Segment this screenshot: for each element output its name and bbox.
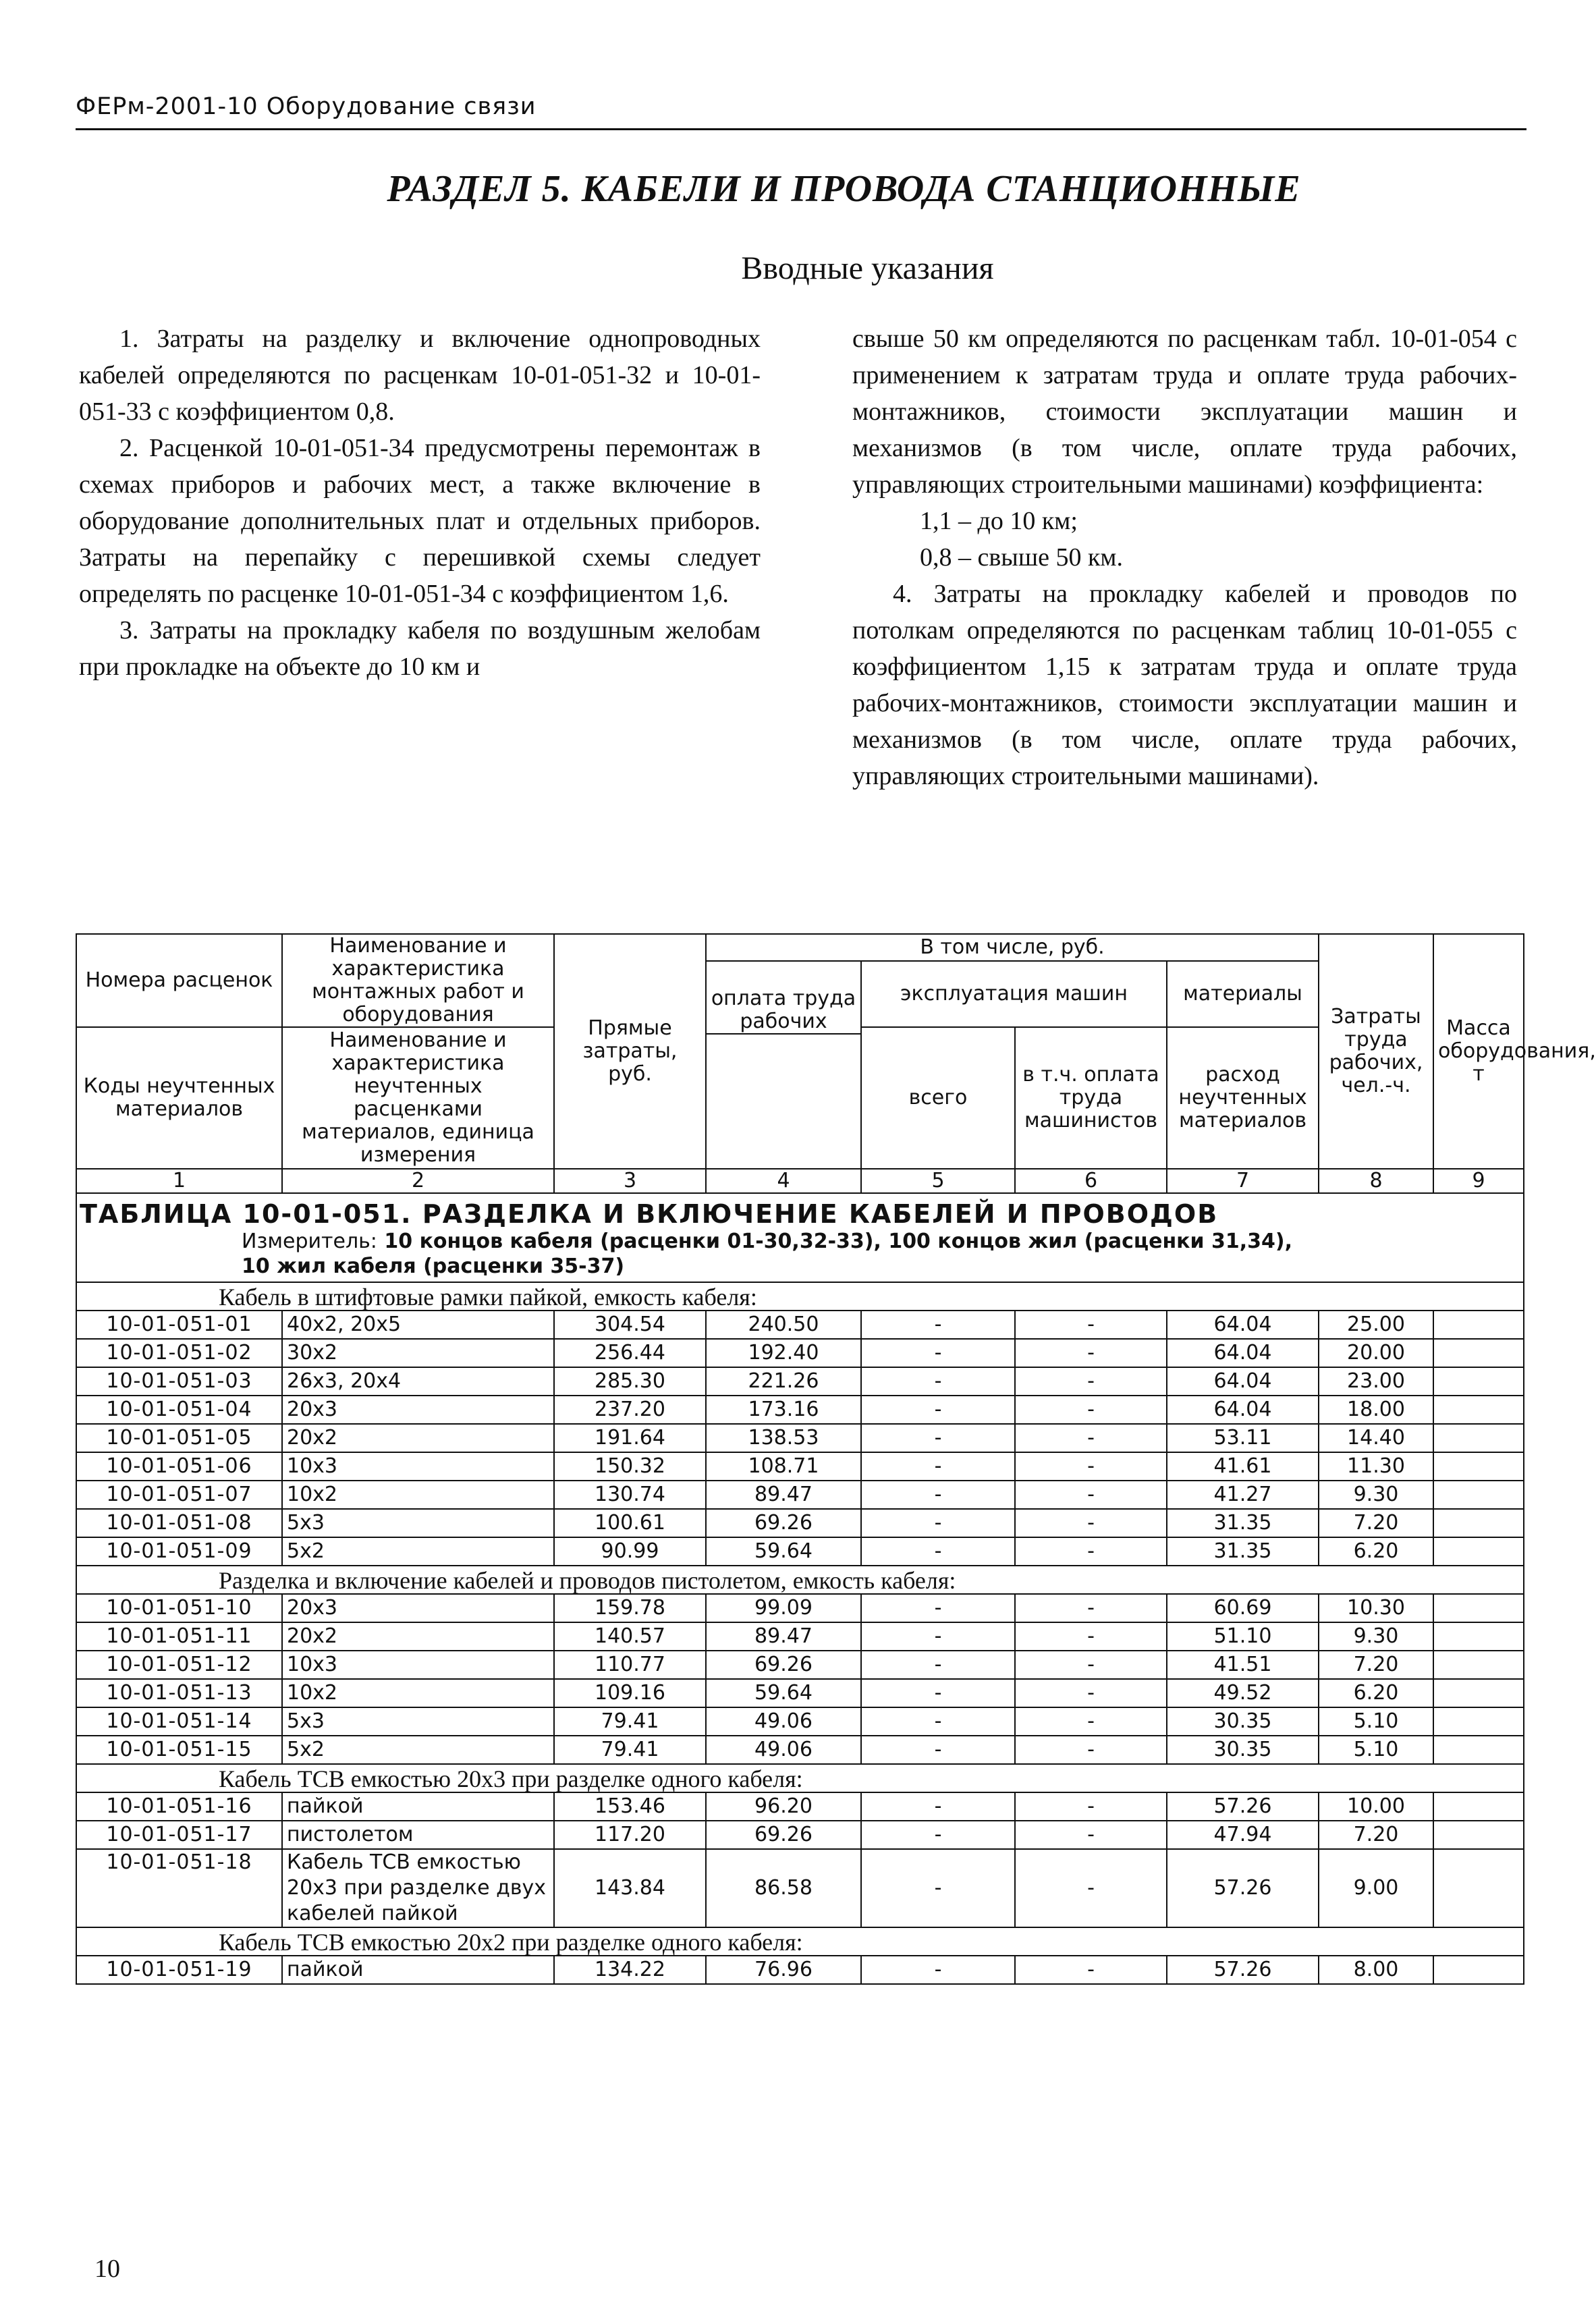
materials-cell: 57.26	[1167, 1849, 1319, 1927]
mass-cell	[1433, 1339, 1524, 1367]
work-name-cell: Кабель ТСВ емкостью 20х3 при разделке двух кабелей пайкой	[282, 1849, 554, 1927]
direct-costs-cell: 109.16	[554, 1679, 706, 1707]
header-unaccounted-usage: расход неучтенных материалов	[1167, 1027, 1319, 1169]
rate-code-cell: 10-01-051-09	[76, 1537, 282, 1566]
wages-cell: 89.47	[706, 1622, 861, 1651]
machinist-wages-cell: -	[1015, 1622, 1167, 1651]
meter-label: Измеритель:	[242, 1230, 377, 1253]
machinist-wages-cell: -	[1015, 1509, 1167, 1537]
work-name-cell: пайкой	[282, 1792, 554, 1821]
labor-cell: 6.20	[1319, 1537, 1433, 1566]
wages-cell: 69.26	[706, 1651, 861, 1679]
direct-costs-cell: 285.30	[554, 1367, 706, 1396]
table-row	[76, 1367, 1524, 1396]
labor-cell: 9.30	[1319, 1622, 1433, 1651]
column-number: 3	[554, 1169, 706, 1193]
wages-cell: 59.64	[706, 1679, 861, 1707]
labor-cell: 25.00	[1319, 1311, 1433, 1339]
materials-cell: 51.10	[1167, 1622, 1319, 1651]
table-row	[76, 1537, 1524, 1566]
work-name-cell: 20х3	[282, 1594, 554, 1622]
table-row	[76, 1956, 1524, 1984]
labor-cell: 5.10	[1319, 1707, 1433, 1736]
work-name-cell: 10х3	[282, 1452, 554, 1481]
direct-costs-cell: 150.32	[554, 1452, 706, 1481]
machinist-wages-cell: -	[1015, 1396, 1167, 1424]
rate-code-cell: 10-01-051-04	[76, 1396, 282, 1424]
materials-cell: 53.11	[1167, 1424, 1319, 1452]
wages-cell: 192.40	[706, 1339, 861, 1367]
machine-operation-cell: -	[861, 1956, 1015, 1984]
header-unaccounted-codes: Коды неучтенных материалов	[76, 1027, 282, 1169]
column-number: 6	[1015, 1169, 1167, 1193]
work-name-cell: 40х2, 20х5	[282, 1311, 554, 1339]
meter-text: 10 концов кабеля (расценки 01-30,32-33), 100 концов жил (расценки 31,34),	[384, 1230, 1292, 1253]
intro-paragraph-3a: 3. Затраты на прокладку кабеля по воздушным желобам при прокладке на объекте до 10 км и	[79, 616, 761, 681]
page-number: 10	[94, 2255, 120, 2283]
labor-cell: 9.30	[1319, 1481, 1433, 1509]
direct-costs-cell: 256.44	[554, 1339, 706, 1367]
machine-operation-cell: -	[861, 1651, 1015, 1679]
machine-operation-cell: -	[861, 1396, 1015, 1424]
mass-cell	[1433, 1821, 1524, 1849]
labor-cell: 5.10	[1319, 1736, 1433, 1764]
materials-cell: 31.35	[1167, 1537, 1319, 1566]
column-number: 7	[1167, 1169, 1319, 1193]
machinist-wages-cell: -	[1015, 1424, 1167, 1452]
materials-cell: 57.26	[1167, 1956, 1319, 1984]
table-row	[76, 1707, 1524, 1736]
rate-code-cell: 10-01-051-06	[76, 1452, 282, 1481]
rate-code-cell: 10-01-051-14	[76, 1707, 282, 1736]
machine-operation-cell: -	[861, 1679, 1015, 1707]
table-row	[76, 1339, 1524, 1367]
machinist-wages-cell: -	[1015, 1792, 1167, 1821]
materials-cell: 41.27	[1167, 1481, 1319, 1509]
mass-cell	[1433, 1311, 1524, 1339]
header-machine-operation: эксплуатация машин	[861, 961, 1167, 1027]
labor-cell: 7.20	[1319, 1509, 1433, 1537]
header-materials: материалы	[1167, 961, 1319, 1027]
rate-code-cell: 10-01-051-17	[76, 1821, 282, 1849]
machinist-wages-cell: -	[1015, 1537, 1167, 1566]
header-rule	[76, 128, 1526, 130]
labor-cell: 7.20	[1319, 1821, 1433, 1849]
table-row	[76, 1311, 1524, 1339]
wages-cell: 69.26	[706, 1509, 861, 1537]
table-header	[76, 934, 1596, 1169]
wages-cell: 221.26	[706, 1367, 861, 1396]
header-rate-numbers: Номера расценок	[76, 934, 282, 1027]
machine-operation-cell: -	[861, 1509, 1015, 1537]
wages-cell: 69.26	[706, 1821, 861, 1849]
group-header-row	[76, 1927, 1524, 1956]
materials-cell: 64.04	[1167, 1339, 1319, 1367]
rate-code-cell: 10-01-051-03	[76, 1367, 282, 1396]
machine-operation-cell: -	[861, 1481, 1015, 1509]
work-name-cell: 10х2	[282, 1481, 554, 1509]
labor-cell: 7.20	[1319, 1651, 1433, 1679]
table-row	[76, 1821, 1524, 1849]
table-body	[76, 1282, 1524, 1984]
rate-code-cell: 10-01-051-02	[76, 1339, 282, 1367]
group-title: Кабель ТСВ емкостью 20х2 при разделке одного кабеля:	[76, 1927, 1524, 1956]
table-title-block	[76, 1193, 1524, 1282]
intro-paragraph-2: 2. Расценкой 10-01-051-34 предусмотрены перемонтаж в схемах приборов и рабочих мест, а также включение в оборудование дополнительных плат и отдельных приборов. Затраты на перепайку с перешивкой схемы следует определять по расценке 10-01-051-34 с коэффициентом 1,6.	[79, 434, 761, 608]
materials-cell: 64.04	[1167, 1396, 1319, 1424]
intro-paragraph-4: 4. Затраты на прокладку кабелей и проводов по потолкам определяются по расценкам таблиц 10-01-055 с коэффициентом 1,15 к затратам труда и оплате труда рабочих-монтажников, стоимости эксплуатации машин и механизмов (в том числе, оплате труда рабочих, управляющих строительными машинами).	[852, 580, 1517, 790]
table-meter	[80, 1229, 1519, 1255]
wages-cell: 89.47	[706, 1481, 861, 1509]
rate-code-cell: 10-01-051-10	[76, 1594, 282, 1622]
direct-costs-cell: 304.54	[554, 1311, 706, 1339]
table-row	[76, 1481, 1524, 1509]
materials-cell: 41.61	[1167, 1452, 1319, 1481]
machinist-wages-cell: -	[1015, 1736, 1167, 1764]
machine-operation-cell: -	[861, 1537, 1015, 1566]
intro-column-right	[852, 321, 1517, 794]
mass-cell	[1433, 1707, 1524, 1736]
labor-cell: 23.00	[1319, 1367, 1433, 1396]
materials-cell: 64.04	[1167, 1367, 1319, 1396]
labor-cell: 8.00	[1319, 1956, 1433, 1984]
group-header-row	[76, 1764, 1524, 1792]
materials-cell: 64.04	[1167, 1311, 1319, 1339]
labor-cell: 18.00	[1319, 1396, 1433, 1424]
direct-costs-cell: 159.78	[554, 1594, 706, 1622]
column-number: 4	[706, 1169, 861, 1193]
column-numbers	[76, 1169, 1524, 1282]
mass-cell	[1433, 1452, 1524, 1481]
machinist-wages-cell: -	[1015, 1679, 1167, 1707]
labor-cell: 20.00	[1319, 1339, 1433, 1367]
machine-operation-cell: -	[861, 1792, 1015, 1821]
machinist-wages-cell: -	[1015, 1452, 1167, 1481]
labor-cell: 6.20	[1319, 1679, 1433, 1707]
labor-cell: 14.40	[1319, 1424, 1433, 1452]
header-mass: Масса оборудования, т	[1433, 934, 1524, 1169]
direct-costs-cell: 117.20	[554, 1821, 706, 1849]
labor-cell: 10.30	[1319, 1594, 1433, 1622]
rate-code-cell: 10-01-051-01	[76, 1311, 282, 1339]
mass-cell	[1433, 1736, 1524, 1764]
intro-heading: Вводные указания	[741, 250, 994, 286]
mass-cell	[1433, 1594, 1524, 1622]
section-title: РАЗДЕЛ 5. КАБЕЛИ И ПРОВОДА СТАНЦИОННЫЕ	[387, 168, 1301, 210]
wages-cell: 108.71	[706, 1452, 861, 1481]
work-name-cell: 10х2	[282, 1679, 554, 1707]
materials-cell: 31.35	[1167, 1509, 1319, 1537]
direct-costs-cell: 237.20	[554, 1396, 706, 1424]
wages-cell: 49.06	[706, 1736, 861, 1764]
machinist-wages-cell: -	[1015, 1651, 1167, 1679]
wages-cell: 99.09	[706, 1594, 861, 1622]
table-row	[76, 1849, 1524, 1927]
header-total: всего	[861, 1027, 1015, 1169]
coefficient-2: 0,8 – свыше 50 км.	[920, 543, 1123, 572]
materials-cell: 49.52	[1167, 1679, 1319, 1707]
running-header: ФЕРм-2001-10 Оборудование связи	[76, 93, 536, 120]
group-title: Кабель ТСВ емкостью 20х3 при разделке одного кабеля:	[76, 1764, 1524, 1792]
work-name-cell: 30х2	[282, 1339, 554, 1367]
mass-cell	[1433, 1367, 1524, 1396]
direct-costs-cell: 110.77	[554, 1651, 706, 1679]
column-number: 5	[861, 1169, 1015, 1193]
rate-code-cell: 10-01-051-19	[76, 1956, 282, 1984]
direct-costs-cell: 191.64	[554, 1424, 706, 1452]
machinist-wages-cell: -	[1015, 1707, 1167, 1736]
group-title: Кабель в штифтовые рамки пайкой, емкость кабеля:	[76, 1282, 1524, 1311]
rate-code-cell: 10-01-051-13	[76, 1679, 282, 1707]
machine-operation-cell: -	[861, 1707, 1015, 1736]
work-name-cell: 20х2	[282, 1622, 554, 1651]
mass-cell	[1433, 1424, 1524, 1452]
wages-cell: 59.64	[706, 1537, 861, 1566]
mass-cell	[1433, 1509, 1524, 1537]
table-row	[76, 1452, 1524, 1481]
header-wages: оплата труда рабочих	[706, 961, 861, 1034]
wages-cell: 96.20	[706, 1792, 861, 1821]
mass-cell	[1433, 1481, 1524, 1509]
table-row	[76, 1792, 1524, 1821]
table-row	[76, 1424, 1524, 1452]
table-title: ТАБЛИЦА 10-01-051. РАЗДЕЛКА И ВКЛЮЧЕНИЕ КАБЕЛЕЙ И ПРОВОДОВ	[80, 1199, 1219, 1229]
rates-table	[76, 933, 1596, 1985]
direct-costs-cell: 153.46	[554, 1792, 706, 1821]
machinist-wages-cell: -	[1015, 1367, 1167, 1396]
labor-cell: 11.30	[1319, 1452, 1433, 1481]
wages-cell: 76.96	[706, 1956, 861, 1984]
rate-code-cell: 10-01-051-08	[76, 1509, 282, 1537]
wages-cell: 240.50	[706, 1311, 861, 1339]
work-name-cell: пайкой	[282, 1956, 554, 1984]
wages-cell: 173.16	[706, 1396, 861, 1424]
header-unaccounted-name: Наименование и характеристика неучтенных расценками материалов, единица измерения	[282, 1027, 554, 1169]
mass-cell	[1433, 1622, 1524, 1651]
header-machinist-wages: в т.ч. оплата труда машинистов	[1015, 1027, 1167, 1169]
direct-costs-cell: 79.41	[554, 1736, 706, 1764]
wages-cell: 49.06	[706, 1707, 861, 1736]
work-name-cell: 5х3	[282, 1707, 554, 1736]
machine-operation-cell: -	[861, 1424, 1015, 1452]
work-name-cell: 26х3, 20х4	[282, 1367, 554, 1396]
column-number: 8	[1319, 1169, 1433, 1193]
materials-cell: 30.35	[1167, 1736, 1319, 1764]
materials-cell: 41.51	[1167, 1651, 1319, 1679]
labor-cell: 9.00	[1319, 1849, 1433, 1927]
group-header-row	[76, 1282, 1524, 1311]
group-header-row	[76, 1566, 1524, 1594]
rate-code-cell: 10-01-051-05	[76, 1424, 282, 1452]
machinist-wages-cell: -	[1015, 1311, 1167, 1339]
machine-operation-cell: -	[861, 1594, 1015, 1622]
header-including: В том числе, руб.	[706, 934, 1319, 961]
mass-cell	[1433, 1956, 1524, 1984]
direct-costs-cell: 143.84	[554, 1849, 706, 1927]
rate-code-cell: 10-01-051-11	[76, 1622, 282, 1651]
mass-cell	[1433, 1537, 1524, 1566]
direct-costs-cell: 134.22	[554, 1956, 706, 1984]
machine-operation-cell: -	[861, 1339, 1015, 1367]
table-row	[76, 1594, 1524, 1622]
table-row	[76, 1651, 1524, 1679]
work-name-cell: 5х2	[282, 1537, 554, 1566]
table-row	[76, 1736, 1524, 1764]
intro-paragraph-3b: свыше 50 км определяются по расценкам табл. 10-01-054 с применением к затратам труда и оплате труда рабочих-монтажников, стоимости эксплуатации машин и механизмов (в том числе, оплате труда рабочих, управляющих строительными машинами) коэффициента:	[852, 325, 1517, 499]
table-row	[76, 1622, 1524, 1651]
work-name-cell: пистолетом	[282, 1821, 554, 1849]
materials-cell: 60.69	[1167, 1594, 1319, 1622]
column-number: 2	[282, 1169, 554, 1193]
work-name-cell: 10х3	[282, 1651, 554, 1679]
table-row	[76, 1396, 1524, 1424]
machine-operation-cell: -	[861, 1452, 1015, 1481]
direct-costs-cell: 100.61	[554, 1509, 706, 1537]
machinist-wages-cell: -	[1015, 1821, 1167, 1849]
rate-code-cell: 10-01-051-18	[76, 1849, 282, 1927]
header-labor: Затраты труда рабочих, чел.-ч.	[1319, 934, 1433, 1169]
work-name-cell: 20х2	[282, 1424, 554, 1452]
machinist-wages-cell: -	[1015, 1339, 1167, 1367]
materials-cell: 30.35	[1167, 1707, 1319, 1736]
meter-text-2: 10 жил кабеля (расценки 35-37)	[242, 1255, 625, 1278]
materials-cell: 47.94	[1167, 1821, 1319, 1849]
direct-costs-cell: 90.99	[554, 1537, 706, 1566]
rate-code-cell: 10-01-051-16	[76, 1792, 282, 1821]
intro-paragraph-1: 1. Затраты на разделку и включение однопроводных кабелей определяются по расценкам 10-01-051-32 и 10-01-051-33 с коэффициентом 0,8.	[79, 325, 761, 426]
machinist-wages-cell: -	[1015, 1956, 1167, 1984]
machinist-wages-cell: -	[1015, 1849, 1167, 1927]
machine-operation-cell: -	[861, 1622, 1015, 1651]
mass-cell	[1433, 1792, 1524, 1821]
rate-code-cell: 10-01-051-12	[76, 1651, 282, 1679]
header-direct-costs: Прямые затраты, руб.	[554, 934, 706, 1169]
work-name-cell: 5х2	[282, 1736, 554, 1764]
direct-costs-cell: 130.74	[554, 1481, 706, 1509]
direct-costs-cell: 140.57	[554, 1622, 706, 1651]
wages-cell: 138.53	[706, 1424, 861, 1452]
mass-cell	[1433, 1679, 1524, 1707]
header-work-name: Наименование и характеристика монтажных работ и оборудования	[282, 934, 554, 1027]
mass-cell	[1433, 1396, 1524, 1424]
rate-code-cell: 10-01-051-07	[76, 1481, 282, 1509]
mass-cell	[1433, 1849, 1524, 1927]
group-title: Разделка и включение кабелей и проводов пистолетом, емкость кабеля:	[76, 1566, 1524, 1594]
mass-cell	[1433, 1651, 1524, 1679]
column-number: 1	[76, 1169, 282, 1193]
column-number: 9	[1433, 1169, 1524, 1193]
table-row	[76, 1679, 1524, 1707]
machinist-wages-cell: -	[1015, 1594, 1167, 1622]
work-name-cell: 20х3	[282, 1396, 554, 1424]
materials-cell: 57.26	[1167, 1792, 1319, 1821]
machine-operation-cell: -	[861, 1736, 1015, 1764]
intro-column-left	[79, 321, 761, 685]
direct-costs-cell: 79.41	[554, 1707, 706, 1736]
labor-cell: 10.00	[1319, 1792, 1433, 1821]
machine-operation-cell: -	[861, 1821, 1015, 1849]
table-row	[76, 1509, 1524, 1537]
work-name-cell: 5х3	[282, 1509, 554, 1537]
machinist-wages-cell: -	[1015, 1481, 1167, 1509]
machine-operation-cell: -	[861, 1311, 1015, 1339]
rate-code-cell: 10-01-051-15	[76, 1736, 282, 1764]
wages-cell: 86.58	[706, 1849, 861, 1927]
machine-operation-cell: -	[861, 1849, 1015, 1927]
coefficient-1: 1,1 – до 10 км;	[920, 507, 1078, 535]
machine-operation-cell: -	[861, 1367, 1015, 1396]
